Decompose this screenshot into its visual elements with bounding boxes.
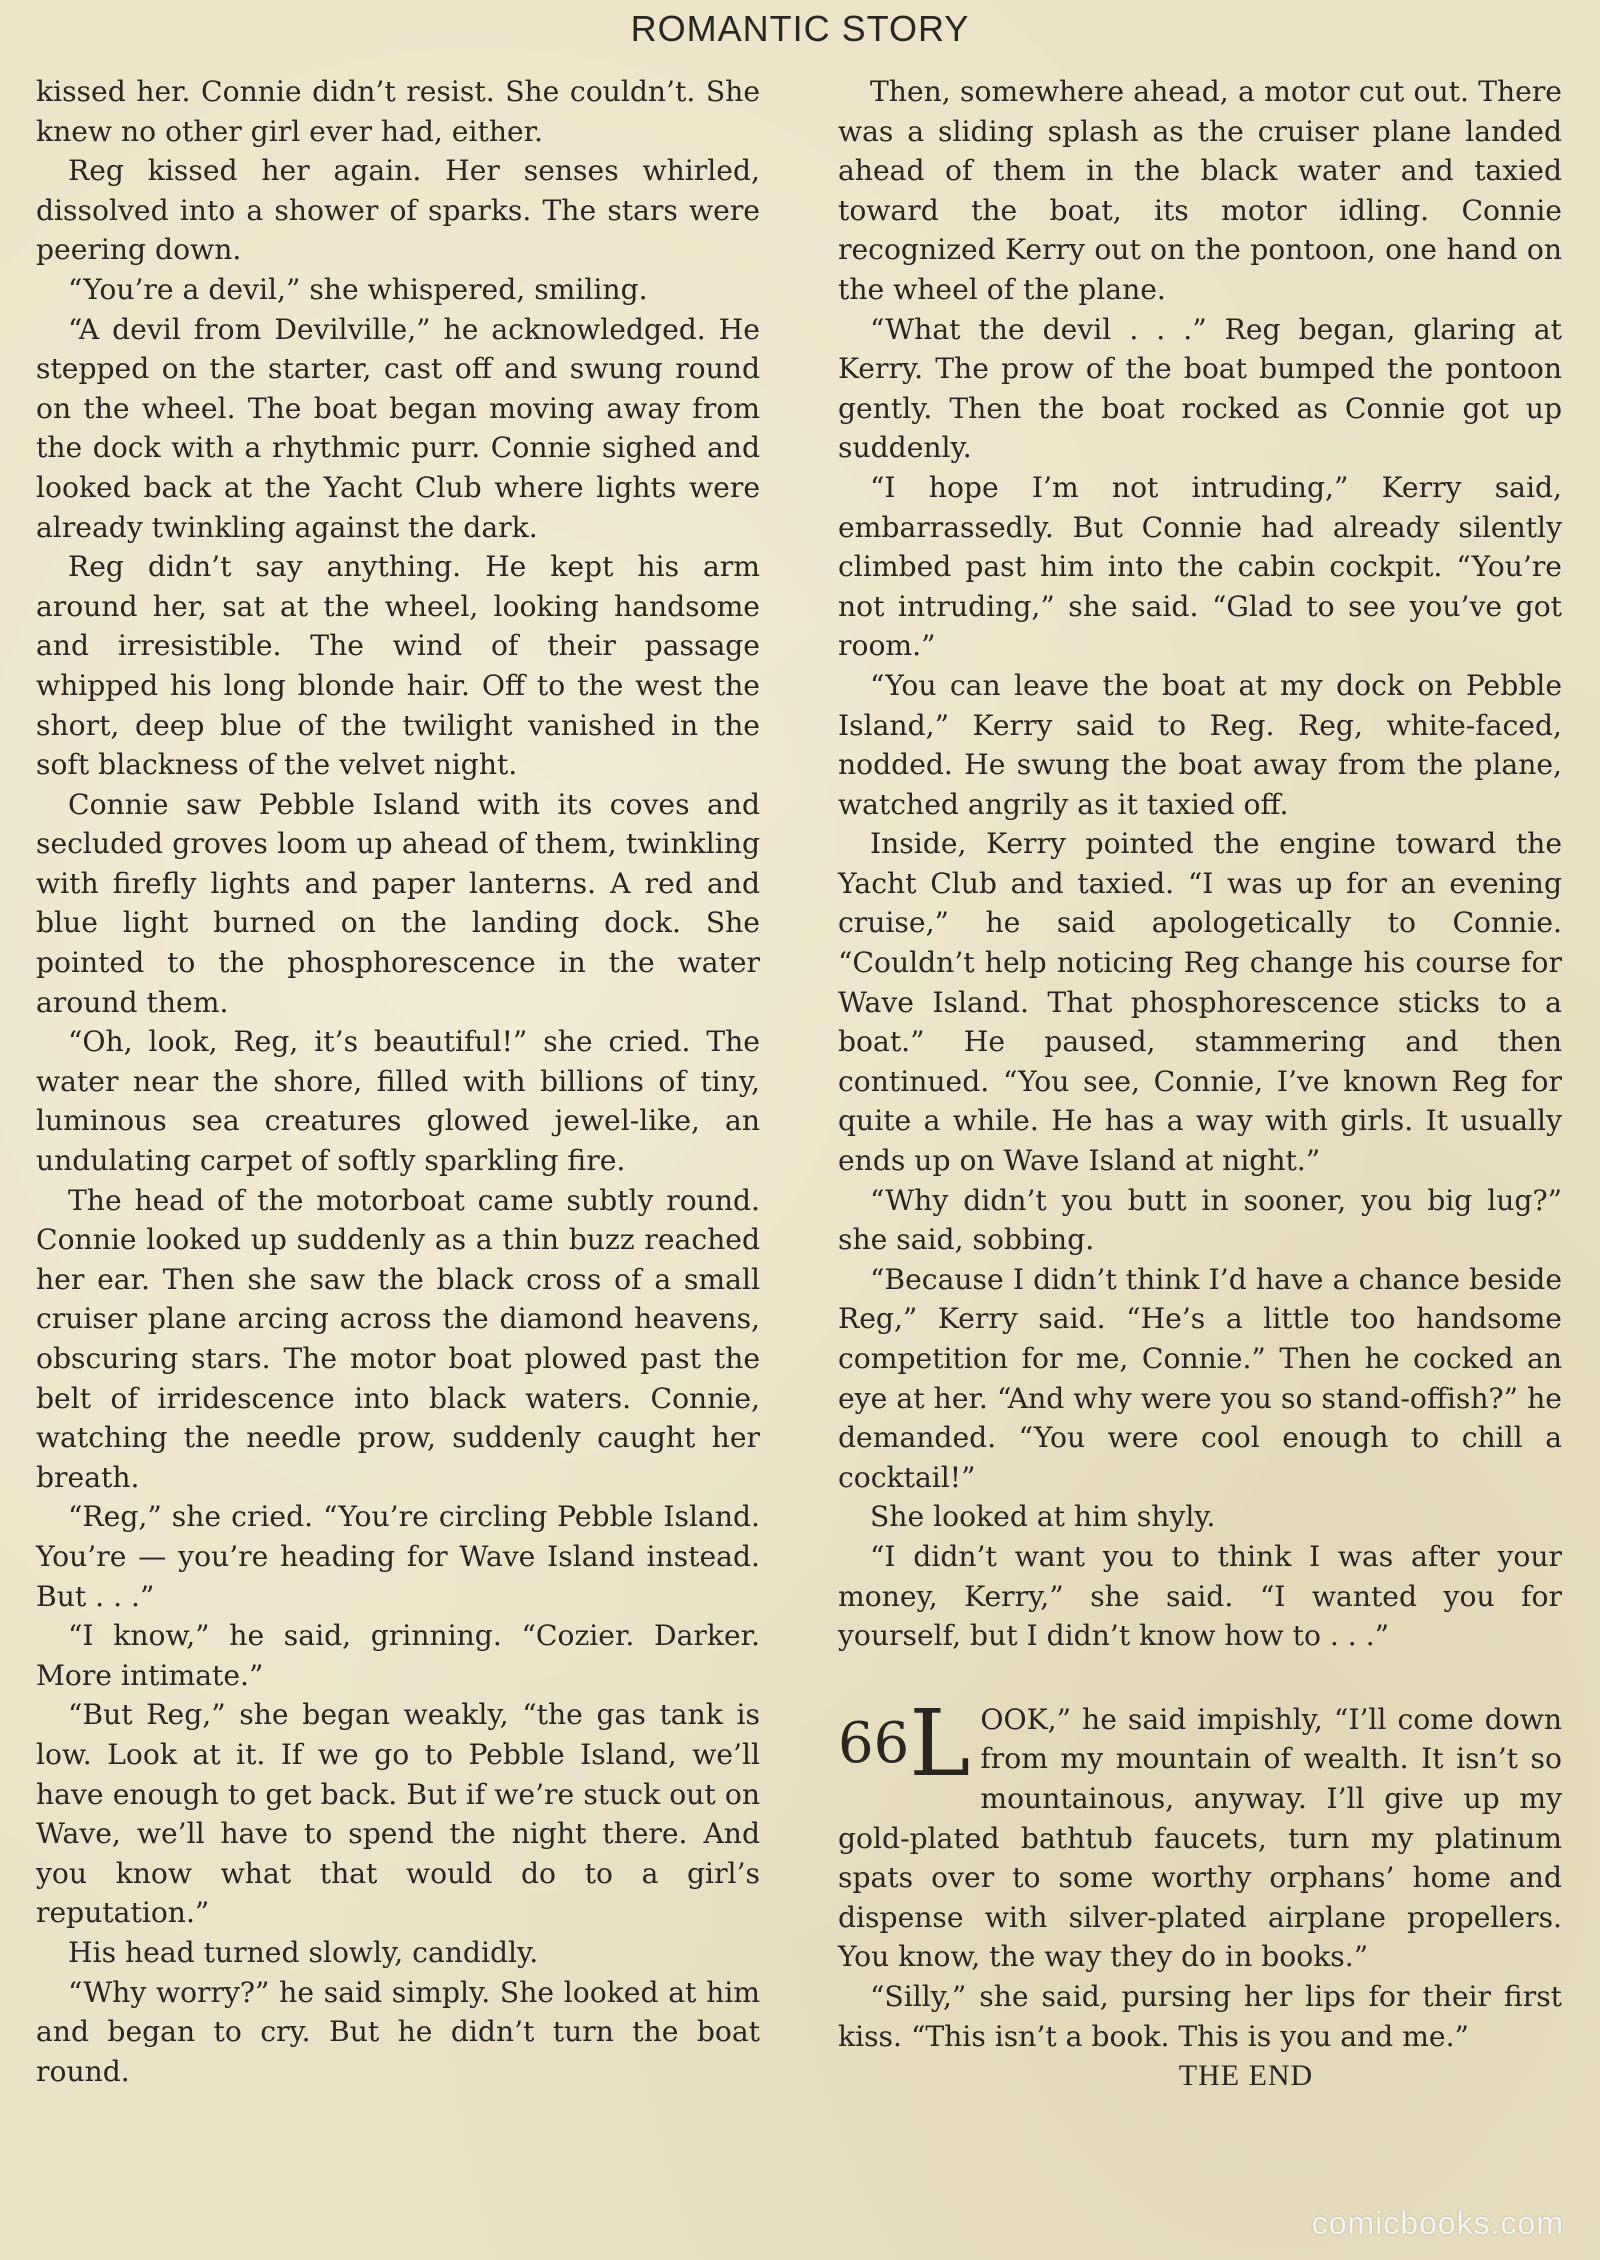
paragraph: “Reg,” she cried. “You’re circling Pebble Island. You’re — you’re heading for Wave Island instead. But . . .” [36,1500,760,1613]
paragraph: “I didn’t want you to think I was after your money, Kerry,” she said. “I wanted you for yourself, but I didn’t know how to . . .” [838,1539,1562,1653]
paragraph: Connie saw Pebble Island with its coves and secluded groves loom up ahead of them, twinkling with firefly lights and paper lanterns. A red and blue light burned on the landing dock. She pointed to the phosphorescence in the water around them. [36,787,760,1019]
paragraph: “A devil from Devilville,” he acknowledged. He stepped on the starter, cast off and swung round on the wheel. The boat began moving away from the dock with a rhythmic purr. Connie sighed and looked back at the Yacht Club where lights were already twinkling against the dark. [36,312,760,544]
paragraph: “Why didn’t you butt in sooner, you big lug?” she said, sobbing. [838,1183,1562,1257]
paragraph: “Why worry?” he said simply. She looked at him and began to cry. But he didn’t turn the boat round. [36,1975,760,2088]
paragraph: “You’re a devil,” she whispered, smiling. [68,272,648,306]
paragraph: “But Reg,” she began weakly, “the gas tank is low. Look at it. If we go to Pebble Island, we’ll have enough to get back. But if we’re stuck out on Wave, we’ll have to spend the night there. And you know what that would do to a girl’s reputation.” [36,1698,760,1930]
paragraph: The head of the motorboat came subtly round. Connie looked up suddenly as a thin buzz reached her ear. Then she saw the black cross of a small cruiser plane arcing across the diamond heavens, obscuring stars. The motor boat plowed past the belt of irridescence into black waters. Connie, watching the needle prow, suddenly caught her breath. [36,1183,760,1494]
drop-cap-letter: L [909,1689,971,1797]
left-column [36,72,760,2091]
paragraph: Reg didn’t say anything. He kept his arm around her, sat at the wheel, looking handsome and irresistible. The wind of their passage whipped his long blonde hair. Off to the west the short, deep blue of the twilight vanished in the soft blackness of the velvet night. [36,550,760,782]
drop-cap-text: OOK,” he said impishly, “I’ll come down from my mountain of wealth. It isn’t so mountainous, anyway. I’ll give up my gold-plated bathtub faucets, turn my platinum spats over to some worthy orphans’ home and dispense with silver-plated airplane propellers. You know, the way they do in books.” [838,1702,1562,1974]
drop-cap [838,1689,971,1797]
drop-cap-quote: 66 [838,1710,910,1776]
paragraph: “Because I didn’t think I’d have a chance beside Reg,” Kerry said. “He’s a little too handsome competition for me, Connie.” Then he cocked an eye at her. “And why were you so stand-offish?” he demanded. “You were cool enough to chill a cocktail!” [838,1262,1562,1494]
paragraph: “I hope I’m not intruding,” Kerry said, embarrassedly. But Connie had already silently climbed past him into the cabin cockpit. “You’re not intruding,” she said. “Glad to see you’ve got room.” [838,470,1562,663]
paragraph: kissed her. Connie didn’t resist. She couldn’t. She knew no other girl ever had, either. [36,75,760,148]
paragraph: “Oh, look, Reg, it’s beautiful!” she cried. The water near the shore, filled with billions of tiny, luminous sea creatures glowed jewel-like, an undulating carpet of softly sparkling fire. [36,1025,760,1178]
watermark: comicbooks.com [1311,2205,1564,2241]
page-header: ROMANTIC STORY [630,8,970,49]
drop-cap-paragraph [838,1689,1562,1977]
paragraph: “What the devil . . .” Reg began, glaring at Kerry. The prow of the boat bumped the pontoon gently. Then the boat rocked as Connie got up suddenly. [838,312,1562,465]
the-end: THE END [1178,2059,1314,2093]
paragraph: Then, somewhere ahead, a motor cut out. There was a sliding splash as the cruiser plane landed ahead of them in the black water and taxied toward the boat, its motor idling. Connie recognized Kerry out on the pontoon, one hand on the wheel of the plane. [838,75,1562,306]
paragraph: “I know,” he said, grinning. “Cozier. Darker. More intimate.” [36,1619,760,1692]
paragraph: His head turned slowly, candidly. [68,1935,539,1969]
right-column [838,72,1562,2096]
paragraph: Reg kissed her again. Her senses whirled, dissolved into a shower of sparks. The stars were peering down. [36,154,760,267]
paragraph: “Silly,” she said, pursing her lips for their first kiss. “This isn’t a book. This is you and me.” [838,1979,1562,2053]
paragraph: Inside, Kerry pointed the engine toward the Yacht Club and taxied. “I was up for an evening cruise,” he said apologetically to Connie. “Couldn’t help noticing Reg change his course for Wave Island. That phosphorescence sticks to a boat.” He paused, stammering and then continued. “You see, Connie, I’ve known Reg for quite a while. He has a way with girls. It usually ends up on Wave Island at night.” [838,827,1562,1178]
paragraph: She looked at him shyly. [870,1500,1216,1534]
paragraph: “You can leave the boat at my dock on Pebble Island,” Kerry said to Reg. Reg, white-faced, nodded. He swung the boat away from the plane, watched angrily as it taxied off. [838,668,1562,821]
